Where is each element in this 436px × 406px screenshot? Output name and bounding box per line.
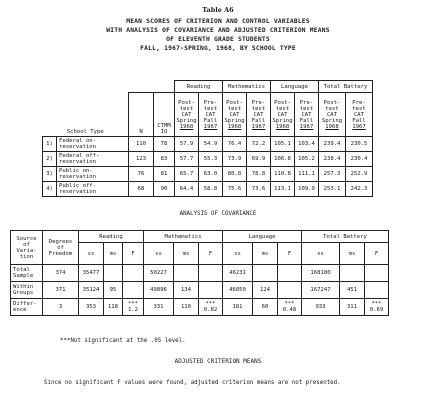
cov-subhead-ms: ms: [104, 243, 123, 265]
cov-cell: 110: [174, 299, 199, 316]
group-language: Language: [271, 81, 319, 93]
subhead-line: test: [325, 105, 339, 112]
subhead-line: CAT: [205, 111, 216, 118]
cov-group-total-battery: Total Battery: [302, 231, 389, 243]
cov-group-mathematics: Mathematics: [144, 231, 223, 243]
title-line-1: MEAN SCORES OF CRITERION AND CONTROL VARIABLES: [126, 18, 310, 25]
df-h2: of: [57, 244, 64, 251]
cov-cell: 50227: [144, 265, 174, 282]
df-h1: Degrees: [48, 238, 73, 245]
subhead-line: Fall: [251, 117, 266, 124]
subhead-line: CAT: [229, 111, 240, 118]
cov-cell: 181: [223, 299, 253, 316]
cell-r-post: 65.7: [175, 167, 199, 182]
cov-cell: 60: [253, 299, 278, 316]
cell-m-pre: 73.6: [247, 182, 271, 197]
source-line: Differ-: [13, 301, 37, 307]
means-row: [43, 152, 373, 167]
cov-cell: [174, 265, 199, 282]
subhead-line: test: [251, 105, 266, 112]
subhead-3-pre: [346, 93, 373, 137]
cov-cell: 118: [104, 299, 123, 316]
cov-group-reading: Reading: [79, 231, 144, 243]
cov-cell: [340, 265, 365, 282]
cov-subhead-ms: ms: [253, 243, 278, 265]
col-n: N: [129, 93, 154, 137]
significance-marker: ***: [284, 301, 295, 307]
cov-cell: 124: [253, 282, 278, 299]
subhead-line: Pre-: [352, 99, 366, 106]
group-total-battery: Total Battery: [319, 81, 373, 93]
adjusted-heading: ADJUSTED CRITERION MEANS: [174, 358, 262, 365]
cell-r-post: 57.7: [175, 152, 199, 167]
title-line-3: OF ELEVENTH GRADE STUDENTS: [166, 36, 270, 43]
cov-cell: [365, 282, 389, 299]
subheader-row: [43, 93, 373, 137]
subhead-0-post: [175, 93, 199, 137]
subhead-line: 1968: [227, 123, 242, 130]
subhead-line: 1967: [299, 123, 314, 130]
cov-subhead-F: F: [199, 243, 223, 265]
cell-m-pre: 78.8: [247, 167, 271, 182]
source-line: Sample: [13, 273, 34, 279]
cell-l-pre: 103.4: [295, 137, 319, 152]
cell-r-post: 64.4: [175, 182, 199, 197]
subhead-0-pre: [199, 93, 223, 137]
means-row: [43, 167, 373, 182]
cell-r-pre: 55.3: [199, 152, 223, 167]
cov-subhead-F: F: [365, 243, 389, 265]
cov-cell: 46050: [223, 282, 253, 299]
cov-cell: 35124: [79, 282, 104, 299]
school-type-line: reservation: [59, 189, 97, 195]
cell-t-pre: 252.9: [346, 167, 373, 182]
school-type-line: reservation: [59, 144, 97, 150]
cov-cell: 134: [174, 282, 199, 299]
source-line: Total: [13, 267, 30, 273]
cov-cell: [199, 265, 223, 282]
subhead-line: Pre-: [251, 99, 266, 106]
cov-cell: [278, 265, 302, 282]
cov-row: [11, 282, 389, 299]
cov-cell: 46231: [223, 265, 253, 282]
source-h1: Source: [16, 235, 37, 242]
cov-subhead-F: F: [123, 243, 144, 265]
cov-subhead-ms: ms: [340, 243, 365, 265]
col-school-type: School Type: [66, 129, 104, 135]
subhead-line: CAT: [181, 111, 192, 118]
subhead-line: Fall: [299, 117, 314, 124]
cell-t-post: 239.4: [319, 137, 346, 152]
significance-marker: ***: [371, 301, 382, 307]
table-label: Table A6: [202, 6, 234, 14]
subhead-line: test: [352, 105, 366, 112]
school-type-cell: [57, 167, 129, 182]
cell-m-post: 75.6: [223, 182, 247, 197]
cell-t-pre: 230.4: [346, 152, 373, 167]
cell-m-post: 76.4: [223, 137, 247, 152]
cell-l-pre: 111.1: [295, 167, 319, 182]
subhead-line: test: [203, 105, 218, 112]
subhead-line: CAT: [353, 111, 365, 118]
subhead-3-post: [319, 93, 346, 137]
cell-t-post: 253.1: [319, 182, 346, 197]
cell-l-post: 110.8: [271, 167, 295, 182]
school-type-line: reservation: [59, 174, 97, 180]
cov-cell: [104, 265, 123, 282]
row-number: 1): [43, 137, 57, 152]
cov-cell: [123, 299, 144, 316]
group-reading: Reading: [175, 81, 223, 93]
subhead-line: Spring: [272, 117, 293, 124]
cell-iq: 81: [154, 167, 175, 182]
source-h4: tion: [19, 253, 34, 260]
col-ctmm-line-1: CTMM: [157, 123, 171, 129]
cov-cell: [365, 265, 389, 282]
cov-cell: 353: [79, 299, 104, 316]
subhead-line: 1967: [203, 123, 218, 130]
cov-cell: 451: [340, 282, 365, 299]
cov-cell: [199, 282, 223, 299]
school-type-line: Federal on-: [59, 138, 97, 144]
cell-n: 68: [129, 182, 154, 197]
subhead-line: 1968: [325, 123, 339, 130]
subhead-1-post: [223, 93, 247, 137]
cov-cell: [253, 265, 278, 282]
cov-subhead-ss: ss: [302, 243, 340, 265]
subhead-line: Post-: [274, 99, 291, 106]
title-line-2: WITH ANALYSIS OF COVARIANCE AND ADJUSTED CRITERION MEANS: [106, 27, 330, 34]
school-type-line: Public on-: [59, 168, 93, 174]
cov-cell: [123, 282, 144, 299]
cell-l-post: 113.1: [271, 182, 295, 197]
subhead-line: Fall: [203, 117, 218, 124]
cov-cell: 35477: [79, 265, 104, 282]
df-cell: 374: [43, 265, 79, 282]
cell-iq: 83: [154, 152, 175, 167]
f-value: 0.48: [282, 307, 297, 313]
cov-cell: [278, 282, 302, 299]
cell-m-pre: 69.9: [247, 152, 271, 167]
cell-r-post: 57.9: [175, 137, 199, 152]
source-line: Within: [13, 284, 34, 290]
cell-m-post: 80.8: [223, 167, 247, 182]
subhead-line: 1968: [179, 123, 194, 130]
cell-l-pre: 109.9: [295, 182, 319, 197]
subhead-line: test: [179, 105, 194, 112]
cov-cell: [365, 299, 389, 316]
source-cell: [11, 265, 43, 282]
school-type-line: Public off-: [59, 183, 97, 189]
means-row: [43, 137, 373, 152]
subhead-line: Spring: [224, 117, 245, 124]
row-number: 4): [43, 182, 57, 197]
row-number: 3): [43, 167, 57, 182]
cell-m-pre: 72.2: [247, 137, 271, 152]
subhead-line: Spring: [176, 117, 197, 124]
cov-cell: [278, 299, 302, 316]
source-cell: [11, 299, 43, 316]
f-value: 1.2: [127, 307, 139, 313]
footnote: ***Not significant at the .05 level.: [60, 338, 186, 344]
adjusted-text: Since no significant F values were found, adjusted criterion means are not presented.: [44, 380, 341, 386]
school-type-line: reservation: [59, 159, 97, 165]
subhead-line: CAT: [326, 111, 338, 118]
cov-subhead-ss: ss: [144, 243, 174, 265]
subhead-line: Post-: [323, 99, 341, 106]
means-row: [43, 182, 373, 197]
cell-r-pre: 63.0: [199, 167, 223, 182]
cell-t-post: 257.3: [319, 167, 346, 182]
cell-iq: 78: [154, 137, 175, 152]
means-table: [42, 80, 373, 197]
cov-cell: 167247: [302, 282, 340, 299]
school-type-cell: [57, 137, 129, 152]
cov-subhead-ss: ss: [79, 243, 104, 265]
cell-t-post: 238.4: [319, 152, 346, 167]
f-value: 0.82: [203, 307, 218, 313]
df-h3: Freedom: [48, 250, 73, 257]
covariance-heading: ANALYSIS OF COVARIANCE: [179, 211, 257, 217]
col-ctmm-line-2: IQ: [160, 129, 168, 135]
cov-cell: 311: [340, 299, 365, 316]
cov-cell: 933: [302, 299, 340, 316]
cell-r-pre: 54.9: [199, 137, 223, 152]
school-type-cell: [57, 152, 129, 167]
cell-r-pre: 58.8: [199, 182, 223, 197]
row-number: 2): [43, 152, 57, 167]
cell-l-post: 105.1: [271, 137, 295, 152]
cov-cell: 168180: [302, 265, 340, 282]
subhead-line: Fall: [352, 117, 366, 124]
cell-m-post: 73.9: [223, 152, 247, 167]
group-mathematics: Mathematics: [223, 81, 271, 93]
cell-t-pre: 242.3: [346, 182, 373, 197]
df-cell: 3: [43, 299, 79, 316]
cov-cell: 331: [144, 299, 174, 316]
col-source: [11, 231, 43, 265]
col-df: [43, 231, 79, 265]
cov-subhead-ss: ss: [223, 243, 253, 265]
subhead-line: Pre-: [299, 99, 314, 106]
cov-subhead-F: F: [278, 243, 302, 265]
subhead-line: test: [227, 105, 242, 112]
cell-l-post: 106.8: [271, 152, 295, 167]
cell-n: 110: [129, 137, 154, 152]
school-type-cell: [57, 182, 129, 197]
covariance-table: [10, 230, 389, 316]
subhead-1-pre: [247, 93, 271, 137]
subhead-line: Spring: [321, 117, 343, 124]
subhead-line: test: [299, 105, 314, 112]
cov-row: [11, 265, 389, 282]
cell-n: 123: [129, 152, 154, 167]
subhead-line: CAT: [301, 111, 312, 118]
subhead-line: CAT: [253, 111, 264, 118]
cov-row: [11, 299, 389, 316]
school-type-line: Federal off-: [59, 153, 100, 159]
source-h2: of: [23, 241, 30, 248]
cov-cell: 49896: [144, 282, 174, 299]
cov-cell: 95: [104, 282, 123, 299]
source-cell: [11, 282, 43, 299]
cov-group-language: Language: [223, 231, 302, 243]
subhead-2-pre: [295, 93, 319, 137]
subhead-line: Post-: [178, 99, 195, 106]
cell-n: 76: [129, 167, 154, 182]
subhead-line: CAT: [277, 111, 288, 118]
cell-t-pre: 230.5: [346, 137, 373, 152]
f-value: 0.69: [369, 307, 384, 313]
significance-marker: ***: [127, 301, 139, 307]
subhead-line: 1967: [251, 123, 266, 130]
source-h3: Varia-: [16, 247, 37, 254]
subhead-2-post: [271, 93, 295, 137]
subhead-line: 1968: [275, 123, 290, 130]
cell-l-pre: 105.2: [295, 152, 319, 167]
significance-marker: ***: [205, 301, 216, 307]
cov-cell: [123, 265, 144, 282]
subhead-line: Post-: [226, 99, 243, 106]
cov-cell: [199, 299, 223, 316]
subhead-line: 1967: [352, 123, 366, 130]
source-line: ence: [13, 307, 27, 313]
title-line-4: FALL, 1967-SPRING, 1968, BY SCHOOL TYPE: [140, 45, 296, 52]
source-line: Groups: [13, 290, 34, 296]
subhead-line: Pre-: [203, 99, 218, 106]
cell-iq: 90: [154, 182, 175, 197]
cov-subhead-ms: ms: [174, 243, 199, 265]
col-ctmm-iq: [154, 93, 175, 137]
subhead-line: test: [275, 105, 290, 112]
df-cell: 371: [43, 282, 79, 299]
